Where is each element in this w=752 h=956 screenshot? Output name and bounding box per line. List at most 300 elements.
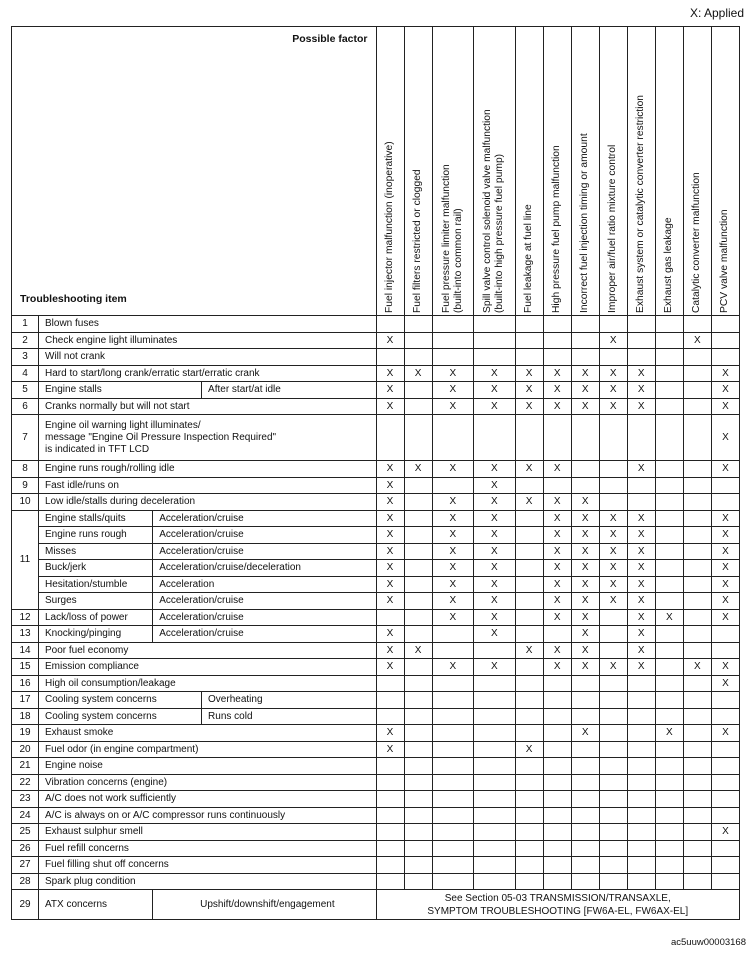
applied-mark: X	[571, 725, 599, 742]
empty-cell	[376, 774, 404, 791]
empty-cell	[474, 675, 516, 692]
empty-cell	[432, 349, 474, 366]
troubleshooting-item: Buck/jerk	[39, 560, 153, 577]
empty-cell	[683, 824, 711, 841]
empty-cell	[627, 692, 655, 709]
applied-mark: X	[627, 609, 655, 626]
empty-cell	[474, 692, 516, 709]
empty-cell	[683, 774, 711, 791]
factor-header	[543, 27, 571, 316]
applied-mark: X	[571, 527, 599, 544]
applied-mark: X	[376, 642, 404, 659]
empty-cell	[432, 708, 474, 725]
empty-cell	[474, 642, 516, 659]
empty-cell	[683, 382, 711, 399]
troubleshooting-item: High oil consumption/leakage	[39, 675, 377, 692]
empty-cell	[683, 609, 711, 626]
applied-mark: X	[571, 642, 599, 659]
empty-cell	[683, 398, 711, 415]
troubleshooting-item: Lack/loss of power	[39, 609, 153, 626]
table-row	[12, 692, 740, 709]
empty-cell	[627, 708, 655, 725]
empty-cell	[683, 840, 711, 857]
table-row	[12, 741, 740, 758]
empty-cell	[655, 415, 683, 461]
empty-cell	[543, 774, 571, 791]
empty-cell	[432, 857, 474, 874]
row-number: 16	[12, 675, 39, 692]
empty-cell	[683, 873, 711, 890]
applied-mark: X	[599, 398, 627, 415]
troubleshooting-item: Cooling system concerns	[39, 708, 202, 725]
empty-cell	[543, 807, 571, 824]
applied-mark: X	[474, 382, 516, 399]
applied-mark: X	[515, 642, 543, 659]
applied-mark: X	[571, 382, 599, 399]
troubleshooting-item: Engine stalls/quits	[39, 510, 153, 527]
empty-cell	[404, 659, 432, 676]
factor-label: Catalytic converter malfunction	[691, 172, 703, 313]
empty-cell	[543, 791, 571, 808]
empty-cell	[404, 807, 432, 824]
empty-cell	[627, 741, 655, 758]
empty-cell	[515, 659, 543, 676]
empty-cell	[711, 626, 739, 643]
applied-mark: X	[711, 398, 739, 415]
item-condition: Acceleration/cruise/deceleration	[153, 560, 376, 577]
applied-mark: X	[599, 543, 627, 560]
applied-mark: X	[571, 543, 599, 560]
applied-mark: X	[571, 510, 599, 527]
applied-mark: X	[376, 626, 404, 643]
factor-header	[515, 27, 543, 316]
empty-cell	[655, 560, 683, 577]
row-number: 18	[12, 708, 39, 725]
row-number: 6	[12, 398, 39, 415]
empty-cell	[599, 494, 627, 511]
empty-cell	[627, 758, 655, 775]
empty-cell	[474, 349, 516, 366]
empty-cell	[404, 708, 432, 725]
applied-mark: X	[432, 543, 474, 560]
factor-label: PCV valve malfunction	[719, 209, 731, 313]
factor-label: Spill valve control solenoid valve malfunction (built-into high pressure fuel pump)	[482, 109, 506, 313]
empty-cell	[571, 415, 599, 461]
applied-mark: X	[571, 593, 599, 610]
factor-label: Improper air/fuel ratio mixture control	[607, 144, 619, 313]
empty-cell	[599, 873, 627, 890]
applied-mark: X	[474, 494, 516, 511]
table-row	[12, 332, 740, 349]
empty-cell	[376, 675, 404, 692]
empty-cell	[474, 774, 516, 791]
row-number: 2	[12, 332, 39, 349]
empty-cell	[376, 824, 404, 841]
empty-cell	[404, 609, 432, 626]
factor-label: Fuel pressure limiter malfunction (built-into common rail)	[440, 164, 464, 313]
empty-cell	[404, 494, 432, 511]
table-row	[12, 382, 740, 399]
empty-cell	[376, 791, 404, 808]
applied-mark: X	[627, 626, 655, 643]
empty-cell	[515, 477, 543, 494]
empty-cell	[543, 840, 571, 857]
troubleshooting-item: Cranks normally but will not start	[39, 398, 377, 415]
empty-cell	[515, 807, 543, 824]
troubleshooting-item: Engine runs rough/rolling idle	[39, 461, 377, 478]
applied-mark: X	[376, 741, 404, 758]
empty-cell	[655, 824, 683, 841]
empty-cell	[627, 840, 655, 857]
table-row	[12, 659, 740, 676]
empty-cell	[404, 316, 432, 333]
empty-cell	[655, 692, 683, 709]
applied-mark: X	[474, 560, 516, 577]
empty-cell	[404, 824, 432, 841]
applied-mark: X	[627, 382, 655, 399]
applied-mark: X	[711, 576, 739, 593]
empty-cell	[655, 543, 683, 560]
troubleshooting-item: ATX concerns	[39, 890, 153, 920]
row-number: 4	[12, 365, 39, 382]
empty-cell	[711, 807, 739, 824]
empty-cell	[543, 758, 571, 775]
empty-cell	[599, 807, 627, 824]
empty-cell	[683, 791, 711, 808]
row-number: 21	[12, 758, 39, 775]
applied-mark: X	[571, 576, 599, 593]
applied-mark: X	[599, 560, 627, 577]
troubleshooting-item: Hard to start/long crank/erratic start/erratic crank	[39, 365, 377, 382]
empty-cell	[683, 494, 711, 511]
factor-header	[571, 27, 599, 316]
empty-cell	[515, 609, 543, 626]
empty-cell	[543, 708, 571, 725]
empty-cell	[432, 642, 474, 659]
applied-mark: X	[543, 642, 571, 659]
empty-cell	[474, 840, 516, 857]
empty-cell	[655, 873, 683, 890]
empty-cell	[404, 398, 432, 415]
empty-cell	[571, 840, 599, 857]
empty-cell	[683, 543, 711, 560]
empty-cell	[376, 415, 404, 461]
factor-header	[655, 27, 683, 316]
row-number: 9	[12, 477, 39, 494]
empty-cell	[599, 857, 627, 874]
empty-cell	[655, 398, 683, 415]
empty-cell	[432, 840, 474, 857]
factor-header	[474, 27, 516, 316]
empty-cell	[515, 415, 543, 461]
empty-cell	[683, 477, 711, 494]
empty-cell	[543, 824, 571, 841]
empty-cell	[404, 840, 432, 857]
empty-cell	[432, 626, 474, 643]
empty-cell	[404, 576, 432, 593]
applied-mark: X	[543, 576, 571, 593]
applied-mark: X	[711, 510, 739, 527]
empty-cell	[432, 675, 474, 692]
empty-cell	[655, 576, 683, 593]
table-row	[12, 890, 740, 920]
table-row	[12, 857, 740, 874]
empty-cell	[515, 316, 543, 333]
table-row	[12, 477, 740, 494]
empty-cell	[655, 461, 683, 478]
empty-cell	[571, 332, 599, 349]
row-number: 15	[12, 659, 39, 676]
row-number: 24	[12, 807, 39, 824]
empty-cell	[711, 477, 739, 494]
empty-cell	[543, 692, 571, 709]
empty-cell	[376, 349, 404, 366]
empty-cell	[655, 332, 683, 349]
applied-mark: X	[432, 560, 474, 577]
table-row	[12, 527, 740, 544]
table-row	[12, 593, 740, 610]
empty-cell	[543, 857, 571, 874]
table-row	[12, 560, 740, 577]
empty-cell	[515, 593, 543, 610]
applied-mark: X	[711, 824, 739, 841]
factor-label: Fuel injector malfunction (inoperative)	[384, 141, 396, 313]
empty-cell	[599, 316, 627, 333]
empty-cell	[571, 741, 599, 758]
empty-cell	[599, 708, 627, 725]
applied-mark: X	[711, 560, 739, 577]
applied-mark: X	[627, 659, 655, 676]
empty-cell	[599, 774, 627, 791]
empty-cell	[599, 349, 627, 366]
troubleshooting-item: Misses	[39, 543, 153, 560]
header-corner	[12, 27, 377, 316]
factor-label: High pressure fuel pump malfunction	[551, 145, 563, 313]
empty-cell	[515, 675, 543, 692]
applied-mark: X	[376, 593, 404, 610]
empty-cell	[683, 365, 711, 382]
empty-cell	[599, 642, 627, 659]
item-condition: Acceleration/cruise	[153, 626, 376, 643]
table-row	[12, 807, 740, 824]
applied-mark: X	[711, 675, 739, 692]
applied-mark: X	[627, 365, 655, 382]
empty-cell	[404, 758, 432, 775]
empty-cell	[599, 415, 627, 461]
empty-cell	[655, 527, 683, 544]
empty-cell	[711, 774, 739, 791]
empty-cell	[474, 807, 516, 824]
factor-header	[711, 27, 739, 316]
applied-mark: X	[711, 461, 739, 478]
empty-cell	[599, 840, 627, 857]
factor-label: Fuel filters restricted or clogged	[412, 169, 424, 313]
applied-mark: X	[404, 461, 432, 478]
empty-cell	[711, 316, 739, 333]
empty-cell	[404, 527, 432, 544]
item-condition: Acceleration/cruise	[153, 510, 376, 527]
applied-mark: X	[711, 543, 739, 560]
empty-cell	[599, 609, 627, 626]
empty-cell	[711, 873, 739, 890]
table-row	[12, 708, 740, 725]
empty-cell	[711, 332, 739, 349]
troubleshooting-table	[11, 26, 740, 920]
applied-mark: X	[376, 477, 404, 494]
factor-header	[599, 27, 627, 316]
empty-cell	[655, 708, 683, 725]
empty-cell	[376, 609, 404, 626]
empty-cell	[404, 692, 432, 709]
applied-mark: X	[627, 560, 655, 577]
applied-mark: X	[711, 365, 739, 382]
empty-cell	[404, 477, 432, 494]
empty-cell	[683, 626, 711, 643]
troubleshooting-item-label: Troubleshooting item	[20, 293, 127, 305]
table-row	[12, 626, 740, 643]
applied-mark: X	[376, 527, 404, 544]
applied-mark: X	[515, 461, 543, 478]
empty-cell	[376, 857, 404, 874]
empty-cell	[432, 415, 474, 461]
possible-factor-label: Possible factor	[292, 33, 368, 45]
applied-mark: X	[571, 365, 599, 382]
row-number: 11	[12, 510, 39, 609]
applied-mark: X	[711, 527, 739, 544]
troubleshooting-item: Knocking/pinging	[39, 626, 153, 643]
applied-mark: X	[432, 659, 474, 676]
empty-cell	[515, 774, 543, 791]
table-row	[12, 774, 740, 791]
empty-cell	[627, 774, 655, 791]
factor-header	[683, 27, 711, 316]
applied-mark: X	[474, 398, 516, 415]
table-row	[12, 316, 740, 333]
applied-mark: X	[571, 494, 599, 511]
applied-mark: X	[599, 332, 627, 349]
empty-cell	[515, 527, 543, 544]
troubleshooting-item: Fuel odor (in engine compartment)	[39, 741, 377, 758]
empty-cell	[683, 758, 711, 775]
troubleshooting-item: Fuel refill concerns	[39, 840, 377, 857]
empty-cell	[655, 626, 683, 643]
applied-mark: X	[376, 560, 404, 577]
factor-header	[627, 27, 655, 316]
empty-cell	[627, 494, 655, 511]
empty-cell	[627, 332, 655, 349]
troubleshooting-item: Fast idle/runs on	[39, 477, 377, 494]
empty-cell	[683, 560, 711, 577]
applied-mark: X	[543, 461, 571, 478]
empty-cell	[404, 560, 432, 577]
empty-cell	[404, 415, 432, 461]
applied-mark: X	[376, 543, 404, 560]
troubleshooting-item: Cooling system concerns	[39, 692, 202, 709]
applied-mark: X	[543, 560, 571, 577]
empty-cell	[627, 725, 655, 742]
applied-mark: X	[543, 382, 571, 399]
table-row	[12, 758, 740, 775]
empty-cell	[571, 708, 599, 725]
applied-mark: X	[474, 543, 516, 560]
empty-cell	[571, 857, 599, 874]
applied-mark: X	[543, 659, 571, 676]
table-row	[12, 576, 740, 593]
table-row	[12, 415, 740, 461]
item-condition: After start/at idle	[202, 382, 376, 399]
empty-cell	[627, 349, 655, 366]
empty-cell	[404, 857, 432, 874]
empty-cell	[432, 692, 474, 709]
troubleshooting-item: Engine runs rough	[39, 527, 153, 544]
applied-mark: X	[711, 725, 739, 742]
empty-cell	[474, 741, 516, 758]
empty-cell	[404, 791, 432, 808]
empty-cell	[627, 824, 655, 841]
table-row	[12, 510, 740, 527]
applied-mark: X	[543, 510, 571, 527]
applied-mark: X	[474, 461, 516, 478]
empty-cell	[655, 382, 683, 399]
applied-mark: X	[543, 527, 571, 544]
empty-cell	[432, 774, 474, 791]
empty-cell	[543, 415, 571, 461]
applied-mark: X	[599, 659, 627, 676]
empty-cell	[711, 741, 739, 758]
empty-cell	[474, 316, 516, 333]
table-row	[12, 791, 740, 808]
empty-cell	[432, 824, 474, 841]
applied-mark: X	[599, 365, 627, 382]
applied-mark: X	[404, 642, 432, 659]
empty-cell	[655, 316, 683, 333]
empty-cell	[683, 527, 711, 544]
troubleshooting-item: Exhaust sulphur smell	[39, 824, 377, 841]
empty-cell	[599, 675, 627, 692]
empty-cell	[627, 477, 655, 494]
empty-cell	[515, 626, 543, 643]
empty-cell	[515, 791, 543, 808]
empty-cell	[474, 791, 516, 808]
troubleshooting-item: Exhaust smoke	[39, 725, 377, 742]
empty-cell	[571, 791, 599, 808]
troubleshooting-item: Fuel filling shut off concerns	[39, 857, 377, 874]
legend: X: Applied	[689, 6, 744, 20]
empty-cell	[627, 857, 655, 874]
empty-cell	[432, 725, 474, 742]
applied-mark: X	[599, 382, 627, 399]
empty-cell	[627, 415, 655, 461]
troubleshooting-item: Engine stalls	[39, 382, 202, 399]
row-number: 10	[12, 494, 39, 511]
empty-cell	[543, 626, 571, 643]
applied-mark: X	[474, 365, 516, 382]
troubleshooting-item: Vibration concerns (engine)	[39, 774, 377, 791]
empty-cell	[711, 494, 739, 511]
applied-mark: X	[543, 365, 571, 382]
applied-mark: X	[627, 543, 655, 560]
item-condition: Upshift/downshift/engagement	[153, 890, 376, 920]
empty-cell	[655, 741, 683, 758]
applied-mark: X	[376, 398, 404, 415]
applied-mark: X	[683, 659, 711, 676]
empty-cell	[655, 758, 683, 775]
applied-mark: X	[515, 741, 543, 758]
empty-cell	[543, 477, 571, 494]
applied-mark: X	[571, 609, 599, 626]
factor-label: Fuel leakage at fuel line	[523, 204, 535, 313]
row-number: 28	[12, 873, 39, 890]
